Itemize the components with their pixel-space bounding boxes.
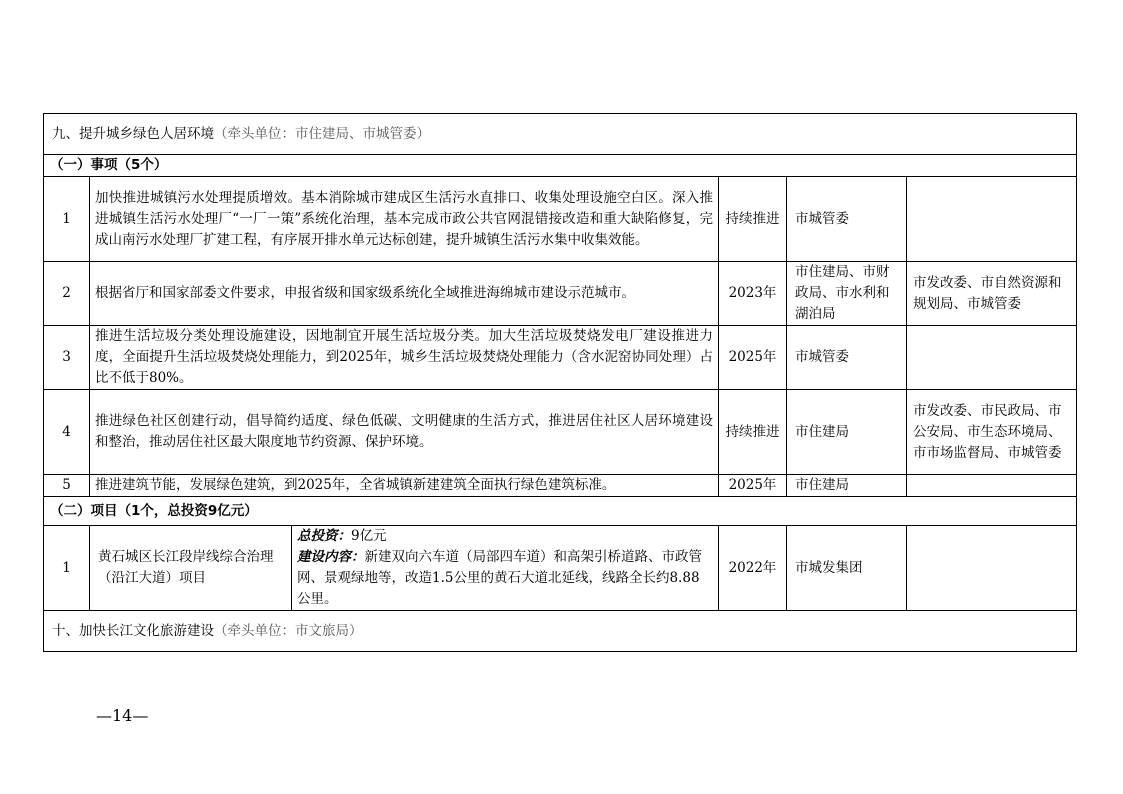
- items-header: （一）事项（5个）: [44, 155, 1077, 177]
- item-no: 1: [44, 177, 90, 262]
- project-coop-units: [907, 526, 1077, 611]
- construction-content: 新建双向六车道（局部四车道）和高架引桥道路、市政管网、景观绿地等，改造1.5公里的黄石大道北延线，线路全长约8.88公里。: [297, 549, 702, 607]
- item-no: 4: [44, 390, 90, 475]
- item-content: 根据省厅和国家部委文件要求，申报省级和国家级系统化全域推进海绵城市建设示范城市。: [90, 262, 719, 326]
- invest-label: 总投资：: [297, 528, 351, 544]
- item-no: 5: [44, 475, 90, 497]
- item-coop-units: [907, 177, 1077, 262]
- section-row: [44, 114, 1077, 155]
- project-name: 黄石城区长江段岸线综合治理（沿江大道）项目: [90, 526, 292, 611]
- item-time: 2025年: [719, 475, 787, 497]
- item-lead-unit: 市住建局、市财政局、市水利和湖泊局: [787, 262, 907, 326]
- section-10-lead: （牵头单位：市文旅局）: [214, 622, 363, 639]
- item-coop-units: [907, 475, 1077, 497]
- section-9-title: 九、提升城乡绿色人居环境: [52, 125, 214, 142]
- section-10-title: 十、加快长江文化旅游建设: [52, 622, 214, 639]
- subheader-row: [44, 497, 1077, 526]
- item-no: 3: [44, 326, 90, 390]
- project-lead-unit: 市城发集团: [787, 526, 907, 611]
- subheader-row: [44, 155, 1077, 177]
- item-lead-unit: 市城管委: [787, 177, 907, 262]
- item-coop-units: 市发改委、市民政局、市公安局、市生态环境局、市市场监督局、市城管委: [907, 390, 1077, 475]
- table-row: [44, 262, 1077, 326]
- item-coop-units: [907, 326, 1077, 390]
- invest-value: 9亿元: [351, 528, 387, 544]
- item-content: 推进建筑节能，发展绿色建筑，到2025年，全省城镇新建建筑全面执行绿色建筑标准。: [90, 475, 719, 497]
- project-time: 2022年: [719, 526, 787, 611]
- item-time: 2023年: [719, 262, 787, 326]
- section-row: [44, 611, 1077, 652]
- item-lead-unit: 市住建局: [787, 390, 907, 475]
- section-9-heading: [44, 114, 1077, 155]
- task-table: [43, 113, 1077, 652]
- project-no: 1: [44, 526, 90, 611]
- item-lead-unit: 市城管委: [787, 326, 907, 390]
- table-row: [44, 475, 1077, 497]
- section-9-lead: （牵头单位：市住建局、市城管委）: [214, 125, 430, 142]
- item-content: 推进绿色社区创建行动，倡导简约适度、绿色低碳、文明健康的生活方式，推进居住社区人居环境建设和整治，推动居住社区最大限度地节约资源、保护环境。: [90, 390, 719, 475]
- page-number: —14—: [96, 706, 149, 725]
- projects-header: （二）项目（1个，总投资9亿元）: [44, 497, 1077, 526]
- item-no: 2: [44, 262, 90, 326]
- item-content: 加快推进城镇污水处理提质增效。基本消除城市建成区生活污水直排口、收集处理设施空白区。深入推进城镇生活污水处理厂“一厂一策”系统化治理，基本完成市政公共官网混错接改造和重大缺陷修复，完成山南污水处理厂扩建工程，有序展开排水单元达标创建，提升城镇生活污水集中收集效能。: [90, 177, 719, 262]
- section-10-heading: [44, 611, 1077, 652]
- table-row: [44, 526, 1077, 611]
- item-content: 推进生活垃圾分类处理设施建设，因地制宜开展生活垃圾分类。加大生活垃圾焚烧发电厂建设推进力度，全面提升生活垃圾焚烧处理能力，到2025年，城乡生活垃圾焚烧处理能力（含水泥窑协同处理）占比不低于80%。: [90, 326, 719, 390]
- item-time: 2025年: [719, 326, 787, 390]
- table-row: [44, 177, 1077, 262]
- project-detail: [292, 526, 719, 611]
- table-row: [44, 326, 1077, 390]
- construction-label: 建设内容：: [297, 549, 365, 565]
- item-time: 持续推进: [719, 177, 787, 262]
- item-coop-units: 市发改委、市自然资源和规划局、市城管委: [907, 262, 1077, 326]
- table-row: [44, 390, 1077, 475]
- item-lead-unit: 市住建局: [787, 475, 907, 497]
- item-time: 持续推进: [719, 390, 787, 475]
